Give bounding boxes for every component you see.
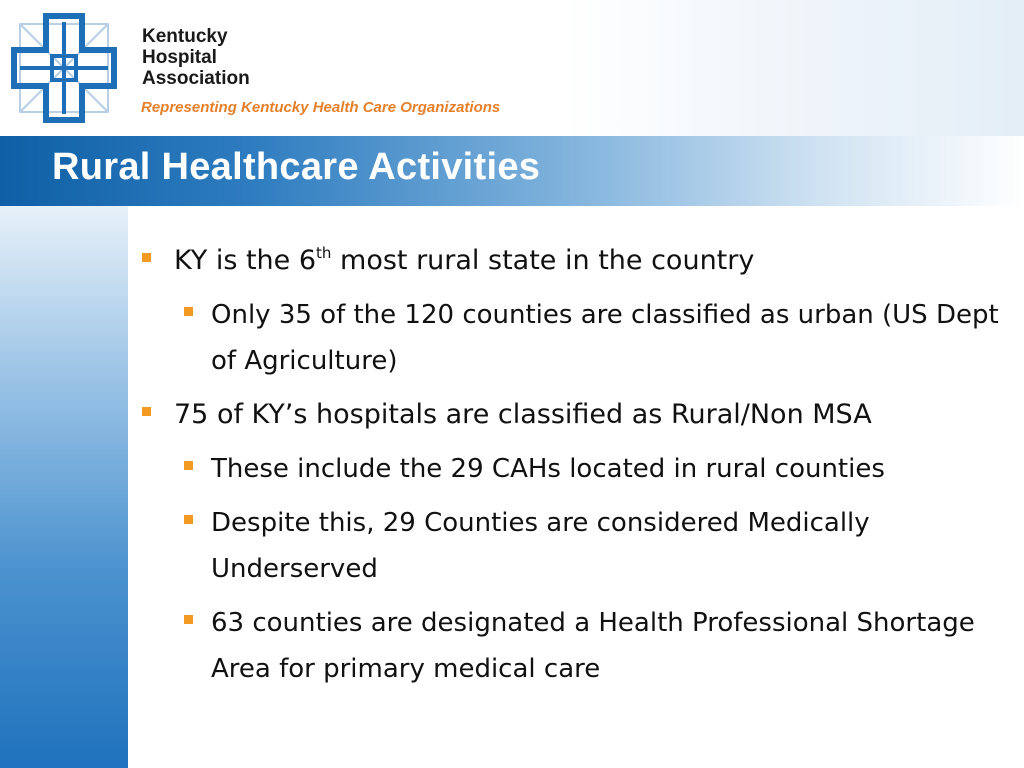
bullet-text [174,245,754,276]
org-name-line-2: Hospital [142,47,217,68]
logo-container [0,0,128,136]
bullet-text: Despite this, 29 Counties are considered Medically Underserved [211,508,870,584]
ordinal-superscript: th [316,244,332,262]
kha-cross-logo [8,10,120,126]
org-name-line-1: Kentucky [142,26,228,47]
square-bullet-icon [142,407,151,416]
organization-name [142,26,250,89]
bullet-item [138,392,1018,438]
square-bullet-icon [184,615,193,624]
bullet-text: Only 35 of the 120 counties are classified as urban (US Dept of Agriculture) [211,300,999,376]
bullet-text: 63 counties are designated a Health Professional Shortage Area for primary medical care [211,608,975,684]
square-bullet-icon [184,461,193,470]
bullet-text: These include the 29 CAHs located in rural counties [211,454,885,484]
slide-header [0,0,1024,136]
slide-content [138,238,1018,700]
org-name-line-3: Association [142,68,250,89]
square-bullet-icon [184,307,193,316]
square-bullet-icon [184,515,193,524]
slide-title: Rural Healthcare Activities [52,146,541,188]
organization-tagline: Representing Kentucky Health Care Organizations [141,99,501,116]
sub-bullet-item [138,600,1018,692]
sub-bullet-item [138,500,1018,592]
bullet-text: 75 of KY’s hospitals are classified as Rural/Non MSA [174,399,872,430]
bullet-item [138,238,1018,284]
bullet-text-part: most rural state in the country [331,245,755,276]
sub-bullet-item [138,446,1018,492]
square-bullet-icon [142,253,151,262]
left-accent-bar [0,206,128,768]
sub-bullet-item [138,292,1018,384]
bullet-text-part: KY is the 6 [174,245,317,276]
